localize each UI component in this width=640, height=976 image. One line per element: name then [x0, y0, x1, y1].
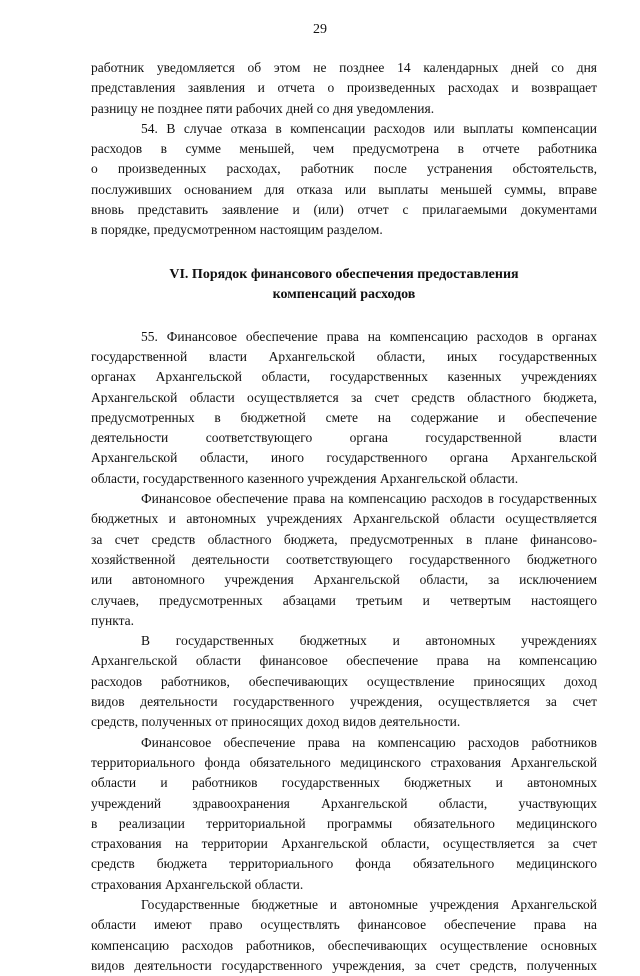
text-line: видов деятельности государственного учреждения, осуществляется за счет: [91, 694, 597, 710]
paragraph-55: [91, 327, 597, 489]
text-line: деятельности соответствующего органа государственной власти: [91, 430, 597, 446]
text-line: за счет средств областного бюджета, предусмотренных в плане финансово-: [91, 531, 597, 547]
paragraph-54: [91, 119, 597, 241]
paragraph-55-part-4: [91, 733, 597, 895]
text-line: Архангельской области, иного государственного органа Архангельской: [91, 450, 597, 466]
text-line: территориального фонда обязательного медицинского страхования Архангельской: [91, 754, 597, 770]
text-line: о произведенных расходах, работник после устранения обстоятельств,: [91, 161, 597, 177]
text-line: послуживших основанием для отказа или выплаты меньшей суммы, вправе: [91, 181, 597, 197]
paragraph-55-part-2: [91, 489, 597, 631]
text-line: представления заявления и отчета о произведенных расходах и возвращает: [91, 80, 597, 96]
text-line: учреждений здравоохранения Архангельской области, участвующих: [91, 795, 597, 811]
text-line: органах Архангельской области, государственных казенных учреждениях: [91, 369, 597, 385]
text-line: страхования на территории Архангельской области, осуществляется за счет: [91, 836, 597, 852]
text-line: 54. В случае отказа в компенсации расходов или выплаты компенсации: [141, 120, 597, 136]
text-line: Финансовое обеспечение права на компенсацию расходов работников: [141, 734, 597, 750]
document-body: [91, 58, 597, 976]
text-line: области имеют право осуществлять финансовое обеспечение права на: [91, 917, 597, 933]
text-line: средств, полученных от приносящих доход видов деятельности.: [91, 714, 461, 730]
text-line: расходов работников, обеспечивающих осуществление приносящих доход: [91, 673, 597, 689]
text-line: в порядке, предусмотренном настоящим разделом.: [91, 222, 383, 238]
text-line: хозяйственной деятельности соответствующего государственного бюджетного: [91, 551, 597, 567]
text-line: пункта.: [91, 612, 135, 628]
paragraph-continuation: [91, 58, 597, 119]
text-line: Архангельской области финансовое обеспечение права на компенсацию: [91, 653, 597, 669]
text-line: случаев, предусмотренных абзацами третьим и четвертым настоящего: [91, 592, 597, 608]
text-line: расходов в сумме меньшей, чем предусмотрена в отчете работника: [91, 141, 597, 157]
text-line: видов деятельности государственного учреждения, за счет средств, полученных: [91, 957, 597, 973]
text-line: Архангельской области осуществляется за счет средств областного бюджета,: [91, 389, 597, 405]
text-line: Финансовое обеспечение права на компенсацию расходов в государственных: [141, 491, 597, 507]
heading-line: VI. Порядок финансового обеспечения предоставления: [169, 266, 519, 282]
text-line: Государственные бюджетные и автономные учреждения Архангельской: [141, 896, 597, 912]
section-heading: [91, 265, 597, 305]
paragraph-55-part-5: [91, 895, 597, 976]
text-line: работник уведомляется об этом не позднее 14 календарных дней со дня: [91, 60, 597, 75]
text-line: средств бюджета территориального фонда обязательного медицинского: [91, 856, 597, 872]
text-line: предусмотренных в бюджетной смете на содержание и обеспечение: [91, 409, 597, 425]
text-line: вновь представить заявление и (или) отчет с прилагаемыми документами: [91, 202, 597, 218]
page-number: 29: [313, 22, 327, 37]
text-line: компенсацию расходов работников, обеспечивающих осуществление основных: [91, 937, 597, 953]
text-line: государственной власти Архангельской области, иных государственных: [91, 348, 597, 364]
text-line: области и работников государственных бюджетных и автономных: [91, 775, 597, 791]
text-line: В государственных бюджетных и автономных учреждениях: [141, 633, 597, 649]
text-line: бюджетных и автономных учреждениях Архангельской области осуществляется: [91, 511, 597, 527]
text-line: 55. Финансовое обеспечение права на компенсацию расходов в органах: [141, 328, 597, 344]
paragraph-55-part-3: [91, 631, 597, 732]
text-line: страхования Архангельской области.: [91, 876, 304, 892]
text-line: или автономного учреждения Архангельской области, за исключением: [91, 572, 597, 588]
text-line: в реализации территориальной программы обязательного медицинского: [91, 815, 597, 831]
heading-line: компенсаций расходов: [272, 286, 416, 302]
text-line: разницу не позднее пяти рабочих дней со дня уведомления.: [91, 100, 435, 116]
text-line: области, государственного казенного учреждения Архангельской области.: [91, 470, 519, 486]
